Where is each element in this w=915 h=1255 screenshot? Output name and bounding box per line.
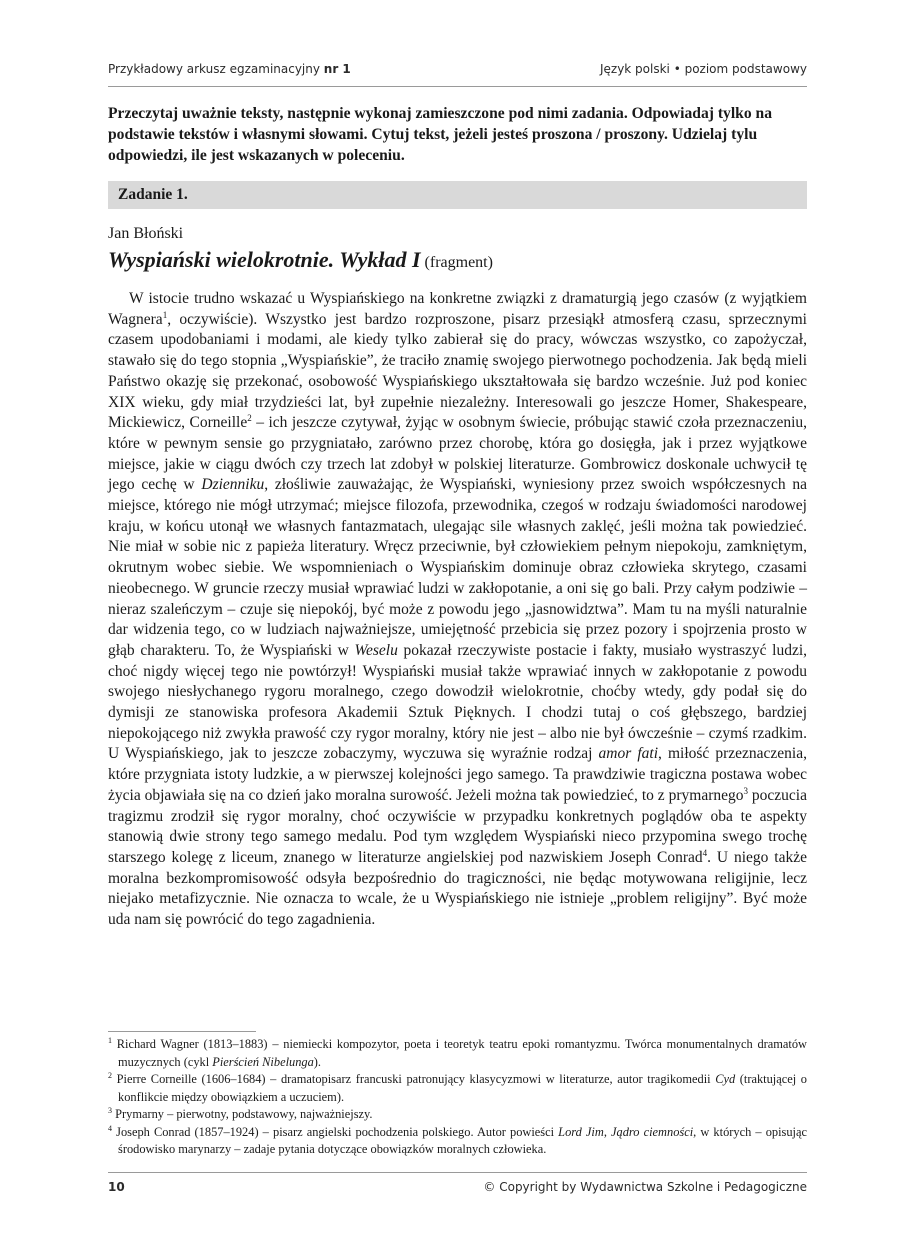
footnote-ref: 4 [702, 847, 708, 858]
exam-sheet-label: Przykładowy arkusz egzaminacyjny nr 1 [108, 62, 351, 76]
footnote-divider [108, 1031, 256, 1032]
footnote: $^2$ Pierre Corneille (1606–1684) – dramatopisarz francuski patronujący klasycyzmowi w literaturze, autor tragikomedii Cyd (traktującej o konflikcie między obowiązkiem a uczuciem). [108, 1070, 807, 1104]
footnote: $^3$ Prymarny – pierwotny, podstawowy, najważniejszy. [108, 1105, 373, 1121]
subject-level-label: Język polski • poziom podstawowy [599, 62, 807, 76]
footnote: $^4$ Joseph Conrad (1857–1924) – pisarz angielski pochodzenia polskiego. Autor powieści Lord Jim, Jądro ciemności, w których – opisując środowisko marynarzy – zadaje pytania dotyczące obowiązków moralnych człowieka. [108, 1123, 807, 1156]
instructions: Przeczytaj uważnie teksty, następnie wykonaj zamieszczone pod nimi zadania. Odpowiadaj tylko na podstawie tekstów i własnymi słowami. Cytuj tekst, jeżeli jesteś proszona / proszony. Udzielaj tylu odpowiedzi, ile jest wskazanych w poleceniu. [108, 105, 773, 164]
footnotes [108, 1036, 807, 1159]
author-name: Jan Błoński [108, 225, 184, 242]
main-text: W istocie trudno wskazać u Wyspiańskiego na konkretne związki z dramaturgią jego czasów (z wyjątkiem Wagnera$^1$, oczywiście). Wszystko jest bardzo rozproszone, pisarz przesiąkł atmosferą czasu, sprzecznymi czasem upodobaniami i modami, ale kiedy tylko zabierał się do pracy, wówczas wszystko, co zapożyczał, stawało się do tego stopnia „Wyspiańskie”, że traciło znamię swojego pierwotnego pochodzenia. Jak będą mieli Państwo okazję się przekonać, osobowość Wyspiańskiego ukształtowała się bardzo wcześnie. Już pod koniec XIX wieku, gdy miał trzydzieści lat, był zupełnie niezależny. Interesowali go jeszcze Homer, Shakespeare, Mickiewicz, Corneille$^2$ – ich jeszcze czytywał, żyjąc w osobnym świecie, próbując stawić czoła przeznaczeniu, które w pewnym sensie go przygniatało, zarówno przez chorobę, która go dosięgła, jak i przez wyjątkowe miejsce, jakie w ciągu dwóch czy trzech lat zdobył w polskiej literaturze. Gombrowicz doskonale uchwycił tę jego cechę w Dzienniku, złośliwie zauważając, że Wyspiański, wyniesiony przez swoich współczesnych na miejsce, którego nie mógł utrzymać; miejsce filozofa, przewodnika, czegoś w rodzaju świadomości narodowej kraju, w końcu utonął we własnych fantazmatach, ulegając sile własnych zaklęć, jeśli można tak powiedzieć. Nie miał w sobie nic z papieża literatury. Wręcz przeciwnie, był człowiekiem pełnym niepokoju, zamkniętym, okrutnym wobec siebie. We wspomnieniach o Wyspiańskim dominuje obraz człowieka skrytego, czasami nieobecnego. W gruncie rzeczy musiał wprawiać ludzi w zakłopotanie, a oni się go bali. Przy całym podziwie – nieraz szaleńczym – czuje się niepokój, być może z powodu jego „jasnowidztwa”. Mam tu na myśli naturalnie dar widzenia tego, co w ludziach najważniejsze, umiejętność przebicia się przez pozory i spojrzenia prosto w głąb charakteru. To, że Wyspiański w Weselu pokazał rzeczywiste postacie i fakty, musiało wystraszyć ludzi, choć nigdy więcej tego nie powtórzył! Wyspiański musiał także wprawiać innych w zakłopotanie z powodu swojego niesłychanego rygoru moralnego, czego dowodził wielokrotnie, choćby wtedy, gdy podał się do dymisji ze stanowiska profesora Akademii Sztuk Pięknych. I chodzi tutaj o coś głębszego, bardziej niepokojącego niż zwykła prawość czy rygor moralny, który nie jest – albo nie był ówcześnie – czymś rzadkim. U Wyspiańskiego, jak to jeszcze zobaczymy, wyczuwa się wyraźnie rodzaj amor fati, miłość przeznaczenia, które przygniata istoty ludzkie, a w pierwszej kolejności jego samego. Ta prawdziwie tragiczna postawa wobec życia objawiała się na co dzień jako moralna surowość. Jeżeli można tak powiedzieć, to z prymarnego$^3$ poczucia tragizmu zrodził się rygor moralny, choć oczywiście w przypadku konkretnych poglądów oba te aspekty stanowią dwie strony tego samego medalu. Pod tym względem Wyspiański nieco przypomina swego trochę starszego kolegę z liceum, znanego w literaturze angielskiej pod nazwiskiem Joseph Conrad$^4$. U niego także moralna bezkompromisowość odsyła bezpośrednio do tragiczności, nie będąc motywowana religijnie, lecz niejako metafizycznie. Nie oznacza to wcale, że u Wyspiańskiego nie istnieje „problem religijny”. Być może uda nam się powrócić do tego zagadnienia. [108, 290, 808, 929]
footnote-ref: 1 [162, 309, 168, 320]
text-title: Wyspiański wielokrotnie. Wykład I (fragment) [108, 247, 493, 272]
footnote-ref: 2 [247, 413, 252, 424]
page-number: 10 [108, 1180, 125, 1194]
page-header [108, 58, 807, 80]
footnote-ref: 3 [743, 785, 748, 796]
footer-divider [108, 1172, 807, 1173]
copyright-notice: © Copyright by Wydawnictwa Szkolne i Pedagogiczne [483, 1180, 807, 1194]
header-divider [108, 86, 807, 87]
task-heading: Zadanie 1. [108, 181, 807, 209]
footnote: $^1$ Richard Wagner (1813–1883) – niemiecki kompozytor, poeta i teoretyk teatru epoki romantyzmu. Twórca monumentalnych dramatów muzycznych (cykl Pierścień Nibelunga). [108, 1035, 807, 1069]
page-footer [108, 1177, 807, 1197]
